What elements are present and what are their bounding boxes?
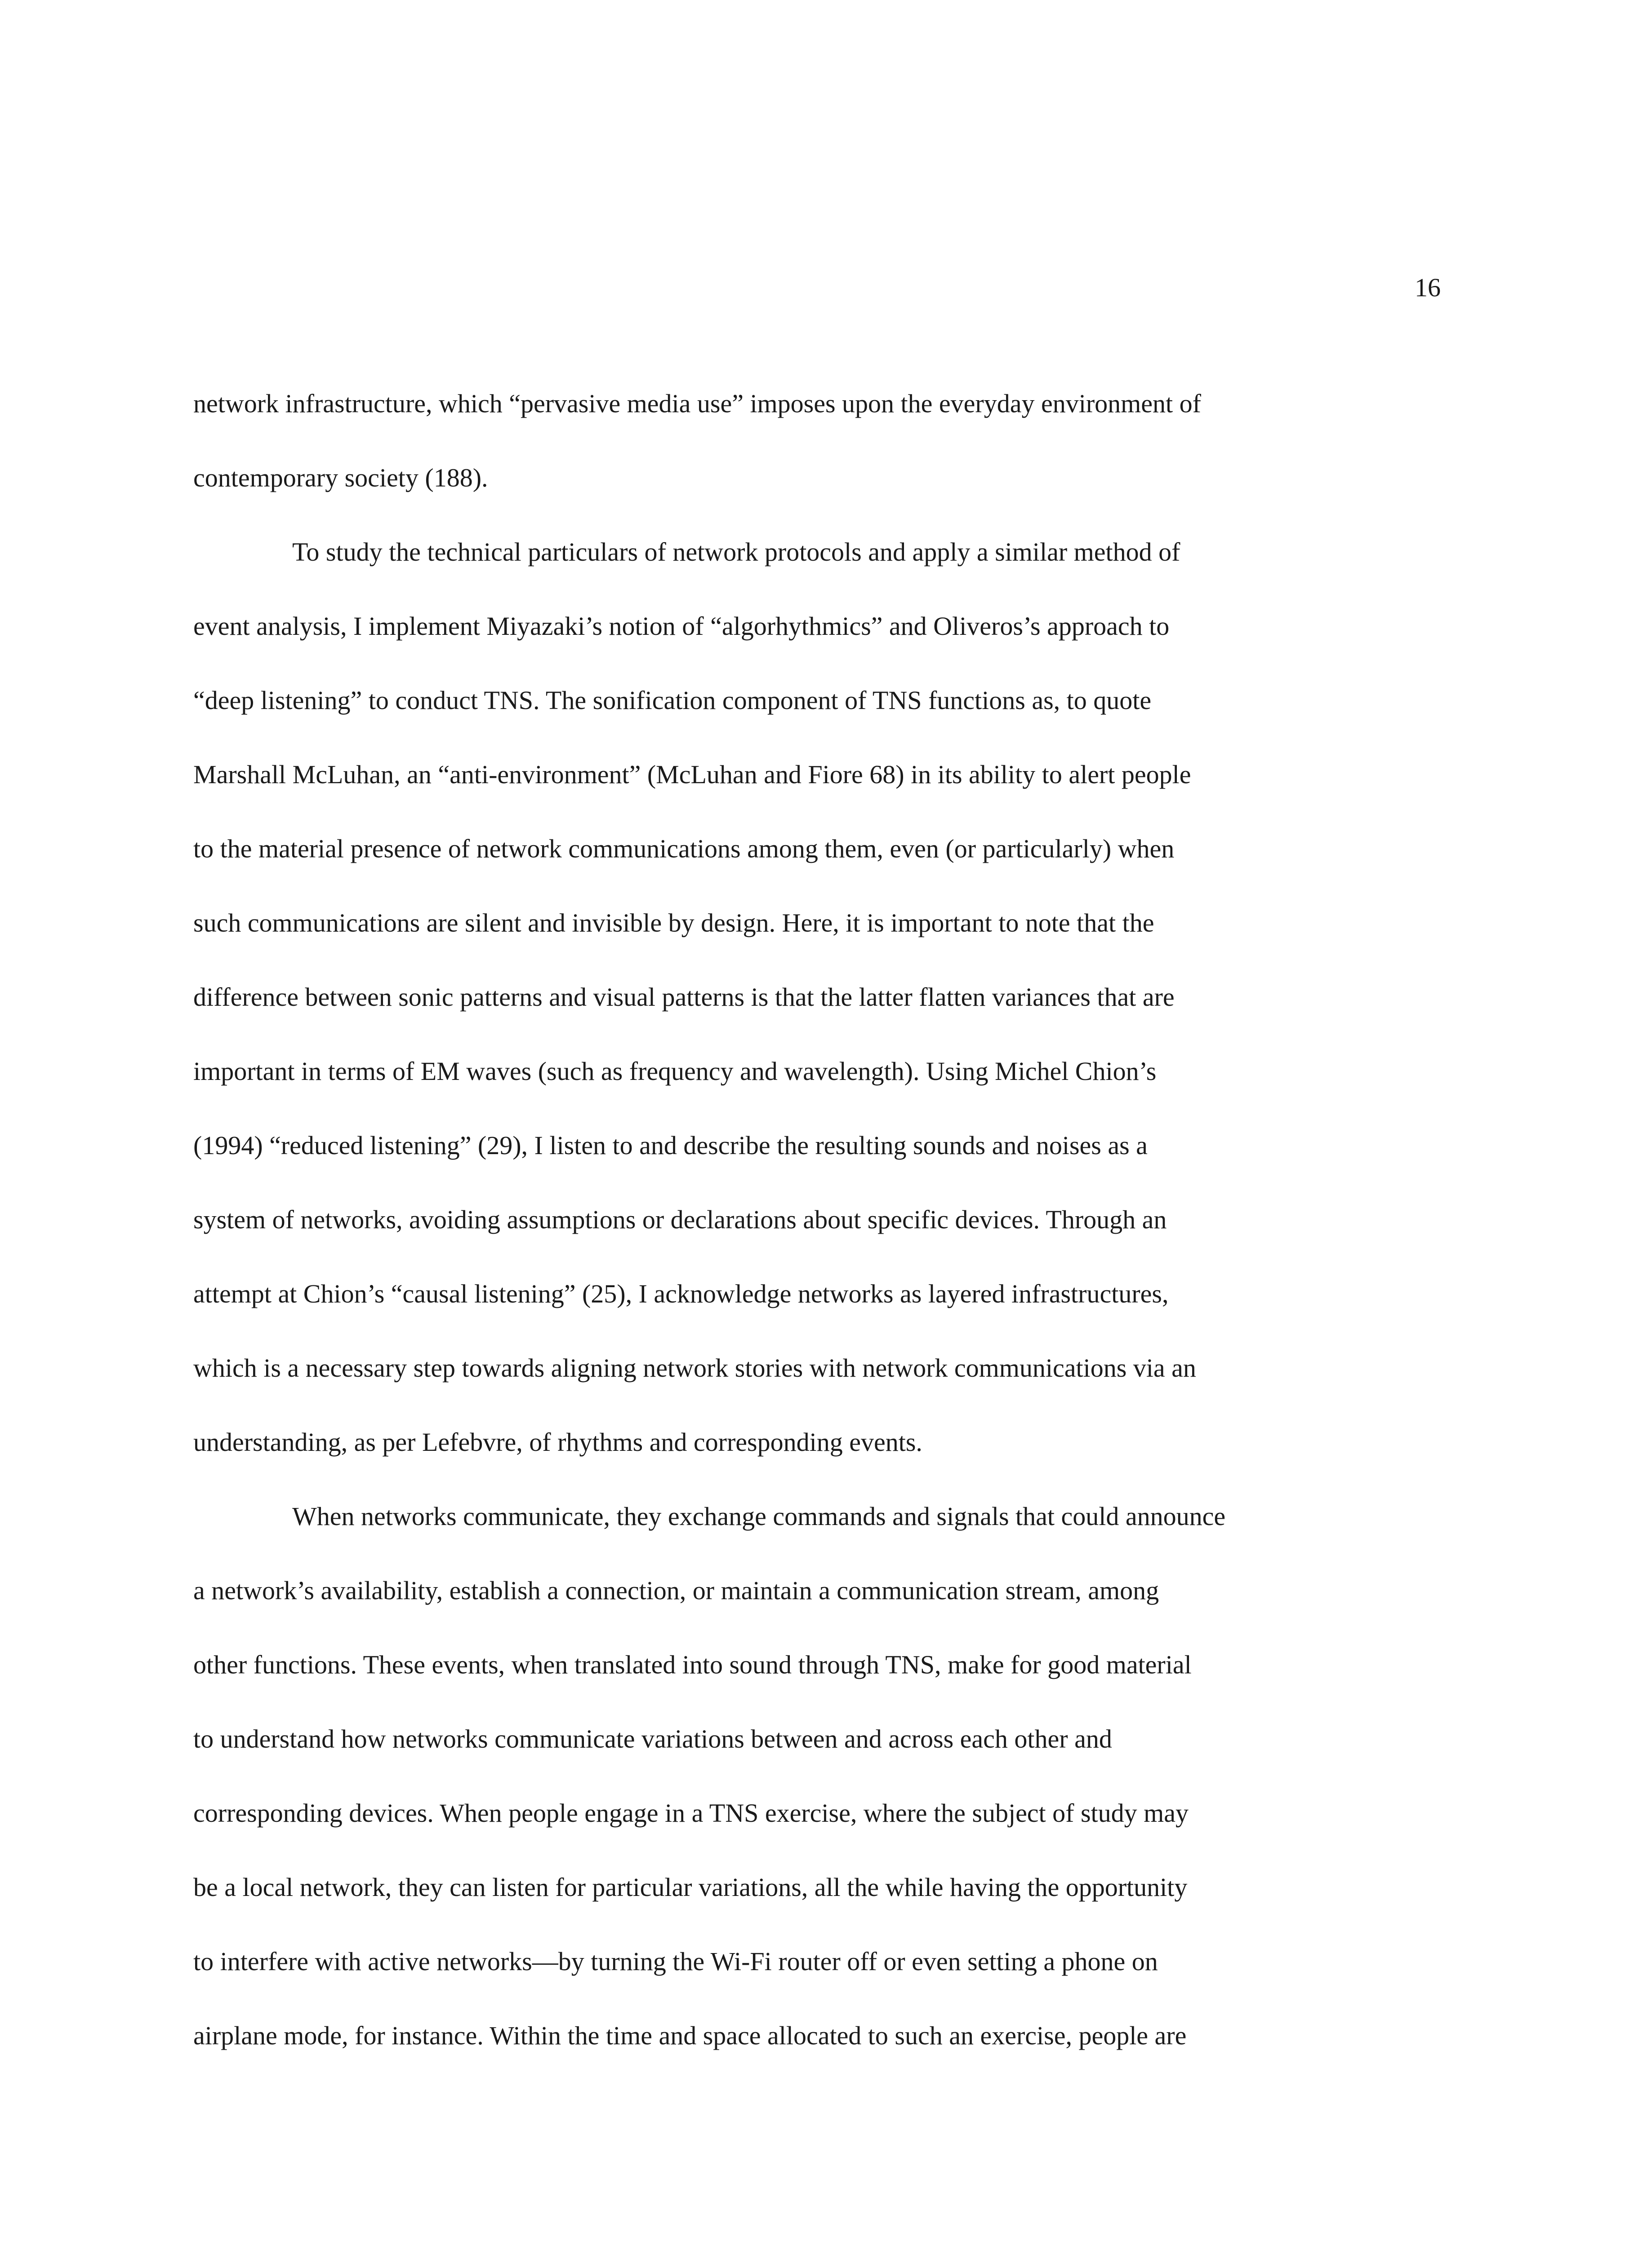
text-line: event analysis, I implement Miyazaki’s notion of “algorhythmics” and Oliveros’s approach to (193, 611, 1170, 641)
text-line: be a local network, they can listen for particular variations, all the while having the opportunity (193, 1873, 1188, 1902)
text-line: To study the technical particulars of network protocols and apply a similar method of (292, 537, 1180, 566)
text-line: important in terms of EM waves (such as frequency and wavelength). Using Michel Chion’s (193, 1057, 1157, 1086)
text-line: such communications are silent and invisible by design. Here, it is important to note that the (193, 908, 1154, 937)
text-line: contemporary society (188). (193, 463, 488, 492)
text-line: system of networks, avoiding assumptions or declarations about specific devices. Through an (193, 1205, 1167, 1234)
page-number: 16 (1415, 273, 1441, 302)
text-line: to interfere with active networks—by turning the Wi-Fi router off or even setting a phone on (193, 1947, 1158, 1976)
body-text (193, 366, 1445, 2073)
text-line: difference between sonic patterns and visual patterns is that the latter flatten variances that are (193, 982, 1175, 1012)
text-line: which is a necessary step towards aligning network stories with network communications via an (193, 1353, 1196, 1383)
text-line: Marshall McLuhan, an “anti-environment” (McLuhan and Fiore 68) in its ability to alert people (193, 760, 1191, 789)
text-line: network infrastructure, which “pervasive media use” imposes upon the everyday environment of (193, 389, 1201, 418)
text-line: attempt at Chion’s “causal listening” (25), I acknowledge networks as layered infrastructures, (193, 1279, 1169, 1308)
text-line: (1994) “reduced listening” (29), I listen to and describe the resulting sounds and noises as a (193, 1131, 1148, 1160)
text-line: to understand how networks communicate variations between and across each other and (193, 1724, 1112, 1753)
text-line: “deep listening” to conduct TNS. The sonification component of TNS functions as, to quote (193, 686, 1152, 715)
text-line: other functions. These events, when translated into sound through TNS, make for good material (193, 1650, 1192, 1679)
text-line: understanding, as per Lefebvre, of rhythms and corresponding events. (193, 1427, 922, 1457)
text-line: corresponding devices. When people engage in a TNS exercise, where the subject of study may (193, 1798, 1189, 1828)
text-line: to the material presence of network communications among them, even (or particularly) when (193, 834, 1175, 863)
text-line: When networks communicate, they exchange commands and signals that could announce (292, 1502, 1226, 1531)
text-line: airplane mode, for instance. Within the time and space allocated to such an exercise, people are (193, 2021, 1187, 2050)
text-line: a network’s availability, establish a connection, or maintain a communication stream, among (193, 1576, 1159, 1605)
